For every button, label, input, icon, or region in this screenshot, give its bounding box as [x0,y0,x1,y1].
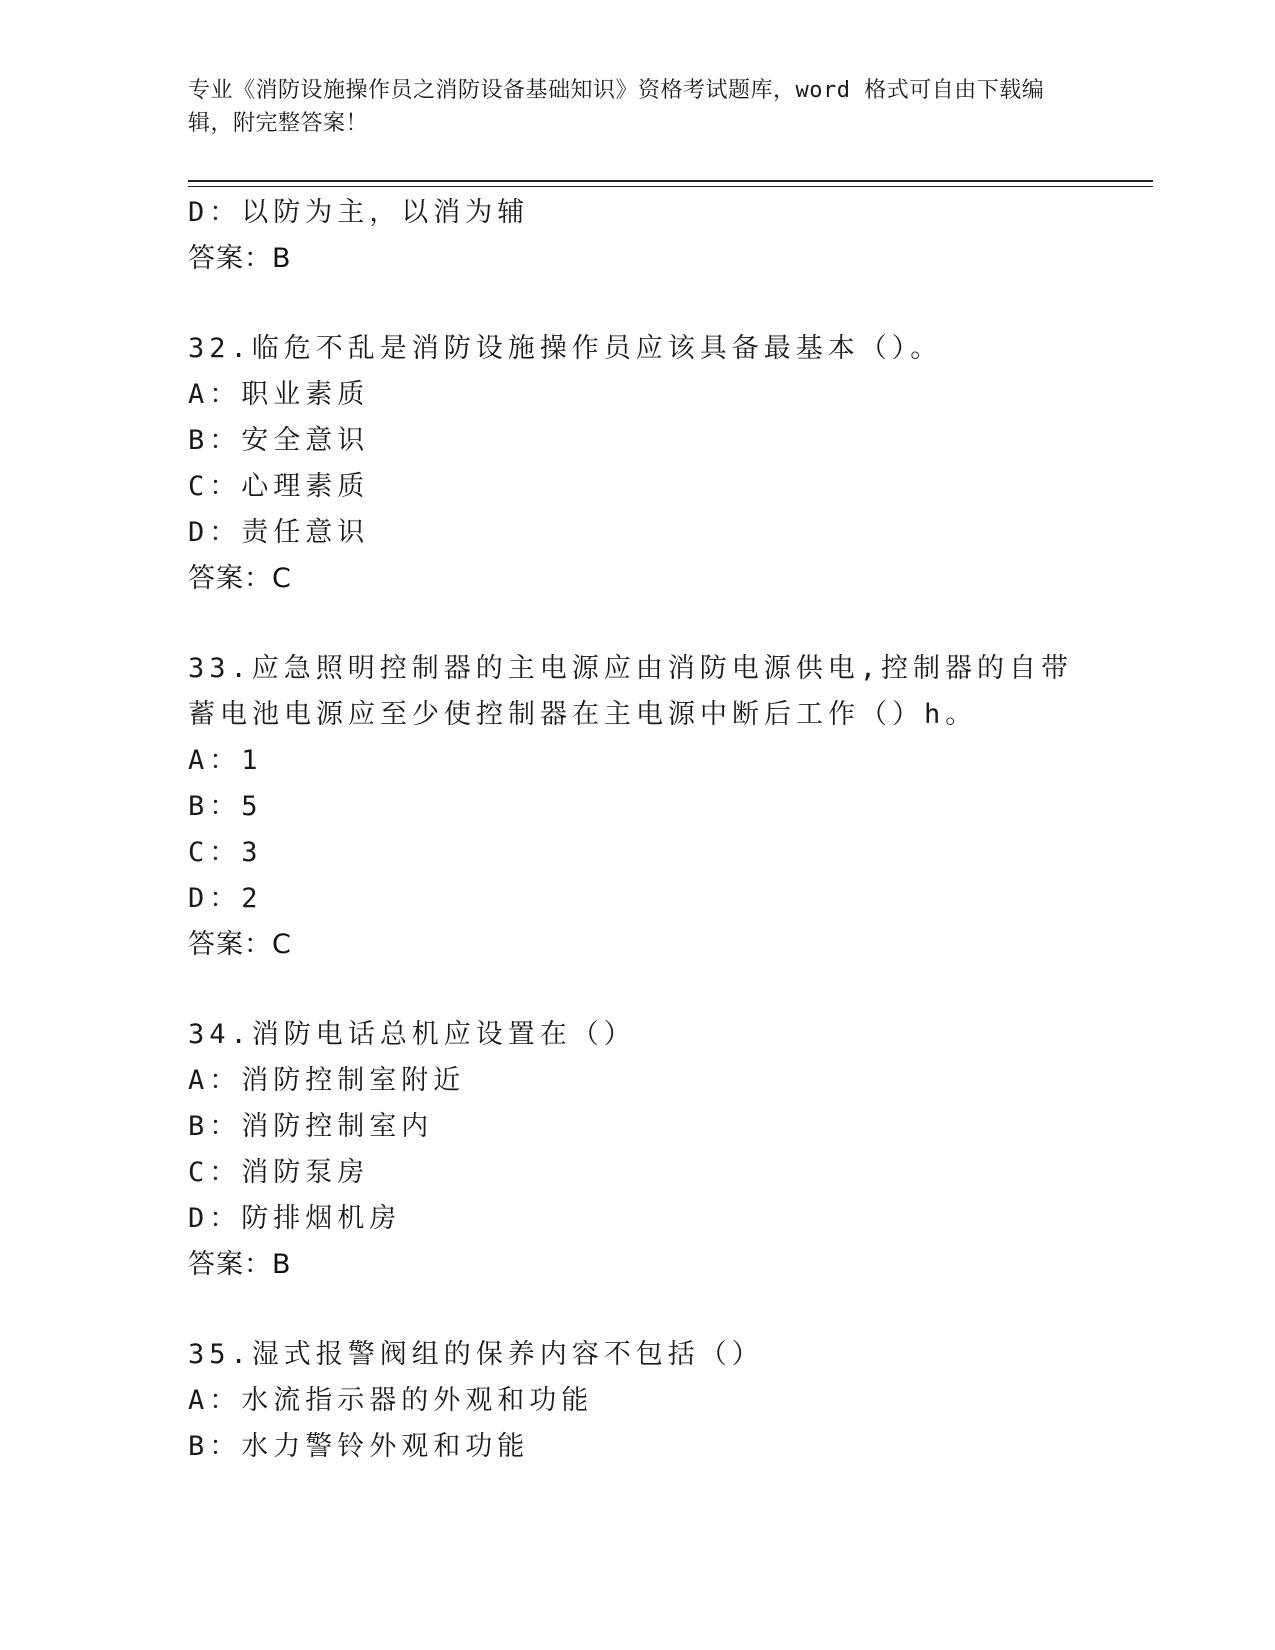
question-stem: 34.消防电话总机应设置在（） [188,1019,636,1050]
answer: 答案：C [188,929,292,960]
option-c: C：消防泵房 [188,1157,370,1188]
option-a: A：1 [188,745,263,776]
question-list [188,190,1088,1470]
option-a: A：消防控制室附近 [188,1065,466,1096]
question-33 [188,646,1088,968]
option-b: B：消防控制室内 [188,1111,434,1142]
question-31-tail [188,190,1088,282]
option-d: D：责任意识 [188,517,370,548]
question-stem: 32.临危不乱是消防设施操作员应该具备最基本（）。 [188,333,943,364]
option-a: A：水流指示器的外观和功能 [188,1385,594,1416]
question-34 [188,1012,1088,1288]
answer: 答案：B [188,1249,292,1280]
header-rule-thick [188,180,1153,182]
answer: 答案：C [188,563,292,594]
answer: 答案：B [188,243,292,274]
option-d: D：以防为主，以消为辅 [188,197,530,228]
question-35 [188,1332,1088,1470]
option-d: D：防排烟机房 [188,1203,402,1234]
option-b: B：水力警铃外观和功能 [188,1431,530,1462]
option-a: A：职业素质 [188,379,370,410]
option-c: C：心理素质 [188,471,370,502]
question-32 [188,326,1088,602]
option-b: B：5 [188,791,263,822]
header-rule-thin [188,186,1153,187]
question-stem: 33.应急照明控制器的主电源应由消防电源供电,控制器的自带蓄电池电源应至少使控制器在主电源中断后工作（）h。 [188,653,1074,730]
question-stem: 35.湿式报警阀组的保养内容不包括（） [188,1339,764,1370]
option-d: D：2 [188,883,263,914]
option-b: B：安全意识 [188,425,370,456]
page-header: 专业《消防设施操作员之消防设备基础知识》资格考试题库，word 格式可自由下载编辑，附完整答案！ [188,78,1045,136]
option-c: C：3 [188,837,263,868]
